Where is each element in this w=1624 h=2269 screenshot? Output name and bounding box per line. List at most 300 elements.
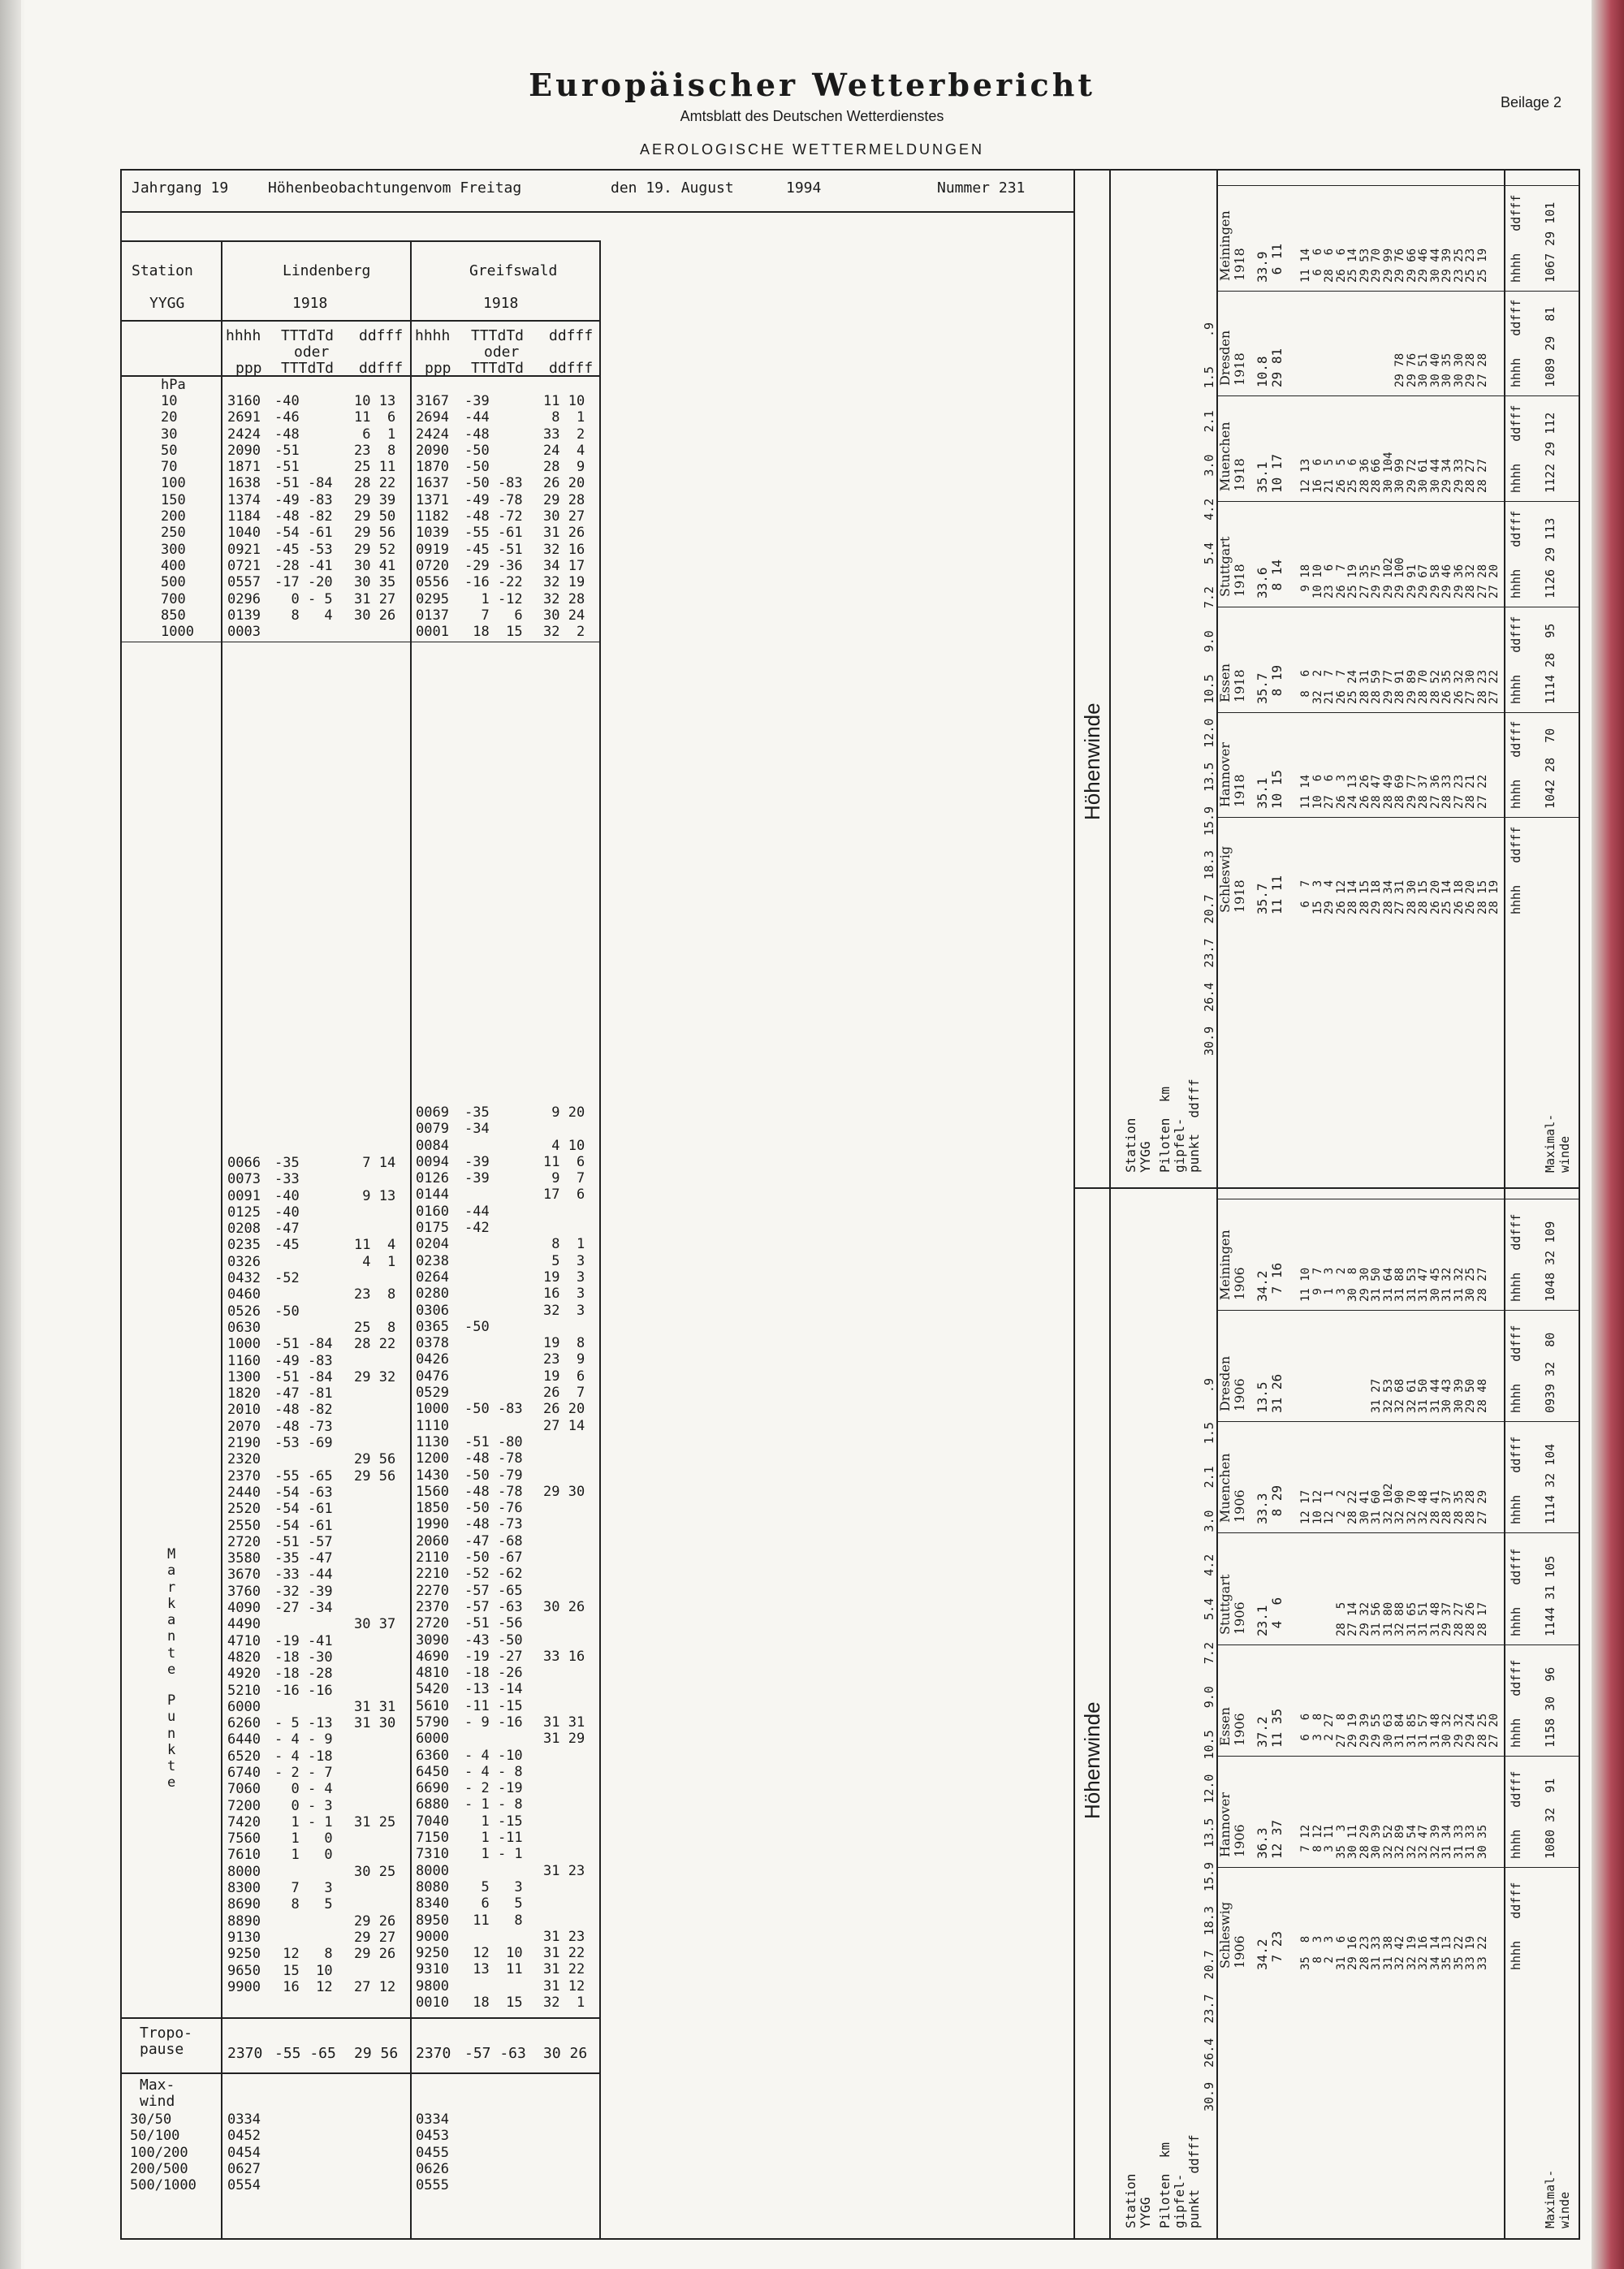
upper-wind-stuttgart-1: 10 10	[1311, 564, 1324, 599]
lower-hdr-essen: hhhh ddfff	[1509, 1659, 1523, 1748]
upper-wind-schleswig-0: 6 7	[1299, 880, 1312, 914]
upper-gipfel-essen: 35.7 8 19	[1255, 664, 1285, 704]
lower-band-rule-1	[1216, 1756, 1580, 1757]
lind-tropo-hhhh: 2370	[227, 2045, 263, 2062]
lower-gipfel-hannover: 36.3 12 37	[1255, 1819, 1285, 1859]
upper-wind-hannover-5: 26 26	[1358, 775, 1371, 810]
lower-max-essen: 1158 30 96	[1543, 1666, 1557, 1748]
markante-label: M a r k a n t e	[167, 1546, 176, 1679]
upper-wind-dresden-9: 29 76	[1405, 353, 1419, 388]
lower-wind-hannover-9: 32 54	[1405, 1824, 1419, 1859]
lower-max-meiningen: 1048 32 109	[1543, 1221, 1557, 1303]
lower-wind-dresden-9: 32 61	[1405, 1379, 1419, 1414]
upper-wind-hannover-8: 28 69	[1393, 775, 1406, 810]
lower-band-rule-5	[1216, 1310, 1580, 1311]
upper-wind-muenchen-7: 30 104	[1381, 452, 1395, 494]
lower-wind-muenchen-12: 28 37	[1440, 1490, 1453, 1525]
upper-wind-schleswig-12: 25 14	[1440, 880, 1453, 914]
upper-wind-essen-14: 27 30	[1464, 669, 1477, 704]
lower-wind-dresden-7: 32 53	[1381, 1379, 1395, 1414]
station-lindenberg: Lindenberg	[283, 262, 371, 279]
station-lindenberg-time: 1918	[292, 295, 328, 312]
col-ppp-2: ppp	[425, 360, 451, 377]
lower-wind-hannover-12: 31 34	[1440, 1824, 1453, 1859]
page-subtitle: Amtsblatt des Deutschen Wetterdienstes	[680, 108, 944, 124]
upper-wind-hannover-3: 26 3	[1334, 775, 1348, 810]
lower-wind-schleswig-3: 31 6	[1334, 1935, 1348, 1970]
col-tt-2b: oder	[484, 344, 520, 361]
upper-wind-muenchen-15: 28 27	[1475, 458, 1489, 494]
std-levels: 10 20 30 50 70 100 150 200 250 300 400 500 700 850 1000	[161, 393, 194, 641]
lower-maxwinde-label: Maximal- winde	[1543, 2169, 1572, 2228]
lower-station-essen: Essen 1906	[1217, 1706, 1247, 1746]
upper-wind-stuttgart-0: 9 18	[1299, 564, 1312, 599]
upper-wind-essen-9: 29 89	[1405, 669, 1419, 704]
upper-wind-muenchen-1: 16 6	[1311, 458, 1324, 494]
upper-hdr-meiningen: hhhh ddfff	[1509, 194, 1523, 283]
upper-wind-essen-4: 25 24	[1346, 669, 1359, 704]
lower-wind-meiningen-15: 28 27	[1475, 1267, 1489, 1303]
lower-wind-hannover-10: 32 47	[1417, 1824, 1430, 1859]
upper-wind-muenchen-5: 28 36	[1358, 458, 1371, 494]
upper-wind-stuttgart-2: 23 6	[1323, 564, 1336, 599]
lower-wind-essen-12: 30 32	[1440, 1713, 1453, 1748]
upper-wind-muenchen-9: 29 72	[1405, 458, 1419, 494]
lower-max-muenchen: 1114 32 104	[1543, 1444, 1557, 1525]
lower-max-dresden: 0939 32 80	[1543, 1332, 1557, 1414]
upper-wind-hannover-12: 28 33	[1440, 775, 1453, 810]
upper-wind-essen-0: 8 6	[1299, 669, 1312, 704]
upper-station-meiningen: Meiningen 1918	[1217, 210, 1247, 281]
greif-mk-dd: 9 20 4 10 11 6 9 7 17 6 8 1 5 3 19 3 16 3 32 3 19 8 23 9 19 6 26 7 26 20 27 14 29 30 30 26 33 16 31 31 31 29 31 23 31 23 31 22 31 22 31 12 32 1	[543, 1104, 585, 2012]
upper-max-essen: 1114 28 95	[1543, 623, 1557, 704]
vrule-2	[410, 240, 412, 2240]
upper-wind-meiningen-11: 30 44	[1428, 248, 1442, 283]
upper-hdr-dresden: hhhh ddfff	[1509, 300, 1523, 388]
lower-wind-schleswig-6: 31 33	[1370, 1935, 1383, 1970]
upper-wind-essen-6: 28 59	[1370, 669, 1383, 704]
lower-wind-schleswig-8: 32 42	[1393, 1935, 1406, 1970]
upper-wind-meiningen-10: 29 46	[1417, 248, 1430, 283]
lower-hdr-meiningen: hhhh ddfff	[1509, 1213, 1523, 1303]
upper-station-dresden: Dresden 1918	[1217, 331, 1247, 387]
lower-wind-muenchen-0: 12 17	[1299, 1490, 1312, 1525]
upper-wind-muenchen-13: 29 33	[1452, 458, 1466, 494]
col-hhhh-1: hhhh	[226, 327, 261, 344]
lower-wind-meiningen-10: 31 47	[1417, 1267, 1430, 1303]
lower-gipfel-schleswig: 34.2 7 23	[1255, 1930, 1285, 1970]
lower-wind-muenchen-1: 10 12	[1311, 1490, 1324, 1525]
upper-wind-essen-3: 26 7	[1334, 669, 1348, 704]
lower-station-muenchen: Muenchen 1906	[1217, 1453, 1247, 1523]
upper-wind-dresden-13: 30 30	[1452, 353, 1466, 388]
rule-maxwind-start	[120, 2072, 599, 2074]
lower-wind-stuttgart-15: 28 17	[1475, 1601, 1489, 1636]
upper-wind-stuttgart-11: 29 58	[1428, 564, 1442, 599]
upper-wind-essen-16: 27 22	[1488, 669, 1501, 704]
lind-mk-hhhh: 0066 0073 0091 0125 0208 0235 0326 0432 0460 0526 0630 1000 1160 1300 1820 2010 2070 2190 2320 2370 2440 2520 2550 2720 3580 3670 3760 4090 4490 4710 4820 4920 5210 6000 6260 6440 6520 6740 7060 7200 7420 7560 7610 8000 8300 8690 8890 9130 9250 9650 9900	[227, 1155, 261, 1995]
tropo-label: Tropo- pause	[140, 2025, 193, 2058]
lower-wind-dresden-14: 29 50	[1464, 1379, 1477, 1414]
upper-wind-schleswig-8: 27 31	[1393, 880, 1406, 914]
upper-wind-muenchen-14: 28 27	[1464, 458, 1477, 494]
upper-wind-schleswig-4: 28 14	[1346, 880, 1359, 914]
upper-wind-stuttgart-14: 28 32	[1464, 564, 1477, 599]
yygg-label: YYGG	[149, 295, 185, 312]
lower-wind-essen-13: 29 32	[1452, 1713, 1466, 1748]
lind-shear: 0334 0452 0454 0627 0554	[227, 2111, 261, 2194]
upper-gipfel-meiningen: 33.9 6 11	[1255, 243, 1285, 283]
lower-wind-muenchen-3: 2 2	[1334, 1490, 1348, 1525]
lower-wind-schleswig-9: 32 19	[1405, 1935, 1419, 1970]
left-table-frame	[120, 169, 1075, 2240]
beilage-label: Beilage 2	[1501, 94, 1562, 110]
upper-wind-meiningen-4: 25 14	[1346, 248, 1359, 283]
lower-wind-hannover-1: 8 12	[1311, 1824, 1324, 1859]
hpa-label: hPa	[161, 377, 186, 393]
lower-gipfel-muenchen: 33.3 8 29	[1255, 1485, 1285, 1525]
upper-wind-meiningen-14: 25 23	[1464, 248, 1477, 283]
lower-wind-schleswig-4: 29 16	[1346, 1935, 1359, 1970]
lower-wind-schleswig-1: 8 3	[1311, 1935, 1324, 1970]
lower-wind-hannover-5: 28 29	[1358, 1824, 1371, 1859]
col-tt-2a: TTTdTd	[471, 327, 525, 344]
lower-wind-hannover-3: 35 3	[1334, 1824, 1348, 1859]
lower-wind-essen-6: 29 55	[1370, 1713, 1383, 1748]
lower-band-rule-0	[1216, 1867, 1580, 1868]
greif-mk-tt: -35 -34 -39 -39 -44 -42 -50 -50 -83 -51 -80 -48 -78 -50 -79 -48 -78 -50 -76 -48 -73 -47 -68 -50 -67 -52 -62 -57 -65 -57 -63 -51 -56 -43 -50 -19 -27 -18 -26 -13 -14 -11 -15 - 9 -16 - 4 -10 - 4 - 8 - 2 -19 - 1 - 8 1 -15 1 -11 1 - 1 5 3 6 5 11 8 12 10 13 11 18 15	[464, 1104, 523, 2012]
right-col-gipfel-end	[1504, 169, 1505, 2240]
upper-wind-hannover-1: 10 6	[1311, 775, 1324, 810]
upper-km-levels: 30.9 26.4 23.7 20.7 18.3 15.9 13.5 12.0 10.5 9.0 7.2 5.4 4.2 3.0 2.1 1.5 .9	[1202, 322, 1216, 1056]
lower-gipfel-meiningen: 34.2 7 16	[1255, 1262, 1285, 1303]
upper-wind-schleswig-11: 26 20	[1428, 880, 1442, 914]
lower-wind-muenchen-4: 28 22	[1346, 1490, 1359, 1525]
lower-wind-stuttgart-4: 27 14	[1346, 1601, 1359, 1636]
lower-wind-dresden-11: 31 44	[1428, 1379, 1442, 1414]
station-greifswald-time: 1918	[483, 295, 519, 312]
upper-wind-muenchen-10: 30 61	[1417, 458, 1430, 494]
lower-wind-meiningen-5: 29 30	[1358, 1267, 1371, 1303]
upper-wind-meiningen-13: 23 25	[1452, 248, 1466, 283]
lower-station-meiningen: Meiningen 1906	[1217, 1230, 1247, 1301]
lower-wind-essen-4: 29 19	[1346, 1713, 1359, 1748]
upper-wind-schleswig-1: 15 3	[1311, 880, 1324, 914]
lower-wind-meiningen-3: 3 2	[1334, 1267, 1348, 1303]
upper-wind-stuttgart-7: 29 102	[1381, 557, 1395, 599]
lower-wind-schleswig-2: 2 3	[1323, 1935, 1336, 1970]
upper-wind-hannover-4: 24 13	[1346, 775, 1359, 810]
lower-wind-dresden-10: 31 50	[1417, 1379, 1430, 1414]
lind-std-dd: 10 13 11 6 6 1 23 8 25 11 28 22 29 39 29 50 29 56 29 52 30 41 30 35 31 27 30 26	[354, 393, 396, 624]
upper-wind-hannover-15: 27 22	[1475, 775, 1489, 810]
lower-wind-muenchen-14: 28 28	[1464, 1490, 1477, 1525]
lower-wind-essen-7: 30 63	[1381, 1713, 1395, 1748]
lower-station-schleswig: Schleswig 1906	[1217, 1901, 1247, 1969]
lower-wind-meiningen-14: 30 25	[1464, 1267, 1477, 1303]
lower-hdr-stuttgart: hhhh ddfff	[1509, 1548, 1523, 1636]
col-dd-1a: ddfff	[359, 327, 404, 344]
upper-wind-essen-1: 32 2	[1311, 669, 1324, 704]
lower-wind-schleswig-5: 28 23	[1358, 1935, 1371, 1970]
lower-wind-muenchen-5: 30 41	[1358, 1490, 1371, 1525]
upper-hdr-stuttgart: hhhh ddfff	[1509, 510, 1523, 599]
col-ppp-1: ppp	[235, 360, 262, 377]
col-dd-2a: ddfff	[549, 327, 594, 344]
upper-wind-meiningen-5: 29 53	[1358, 248, 1371, 283]
upper-wind-meiningen-2: 28 6	[1323, 248, 1336, 283]
upper-wind-muenchen-12: 29 34	[1440, 458, 1453, 494]
lower-wind-essen-15: 28 25	[1475, 1713, 1489, 1748]
lower-wind-muenchen-7: 32 102	[1381, 1483, 1395, 1525]
lower-wind-meiningen-6: 31 50	[1370, 1267, 1383, 1303]
upper-wind-schleswig-16: 28 19	[1488, 880, 1501, 914]
upper-wind-essen-12: 26 35	[1440, 669, 1453, 704]
lower-wind-essen-3: 27 8	[1334, 1713, 1348, 1748]
lower-wind-hannover-8: 32 89	[1393, 1824, 1406, 1859]
upper-station-essen: Essen 1918	[1217, 663, 1247, 702]
lower-wind-stuttgart-14: 28 26	[1464, 1601, 1477, 1636]
station-greifswald: Greifswald	[469, 262, 558, 279]
upper-wind-schleswig-3: 26 12	[1334, 880, 1348, 914]
upper-max-hannover: 1042 28 70	[1543, 728, 1557, 810]
upper-hdr-essen: hhhh ddfff	[1509, 616, 1523, 704]
rule-top-station	[120, 240, 599, 242]
lower-band-rule-4	[1216, 1421, 1580, 1422]
upper-station-hannover: Hannover 1918	[1217, 742, 1247, 808]
right-mid-rule	[1073, 1187, 1580, 1189]
upper-wind-stuttgart-4: 25 19	[1346, 564, 1359, 599]
greif-std-hhhh: 3167 2694 2424 2090 1870 1637 1371 1182 1039 0919 0720 0556 0295 0137 0001	[416, 393, 449, 641]
lower-wind-schleswig-0: 35 8	[1299, 1935, 1312, 1970]
lower-wind-essen-10: 31 57	[1417, 1713, 1430, 1748]
lower-wind-muenchen-11: 28 41	[1428, 1490, 1442, 1525]
lind-std-hhhh: 3160 2691 2424 2090 1871 1638 1374 1184 1040 0921 0721 0557 0296 0139 0003	[227, 393, 261, 641]
vrule-3	[599, 240, 601, 2240]
lower-wind-hannover-14: 31 33	[1464, 1824, 1477, 1859]
lind-tropo-tt: -55 -65	[274, 2045, 336, 2062]
lower-hdr-schleswig: hhhh ddfff	[1509, 1882, 1523, 1970]
lower-wind-stuttgart-5: 29 32	[1358, 1601, 1371, 1636]
upper-band-rule-4	[1216, 395, 1580, 396]
upper-wind-meiningen-12: 29 39	[1440, 248, 1453, 283]
lower-wind-muenchen-15: 27 29	[1475, 1490, 1489, 1525]
binding-spine	[0, 0, 21, 2269]
greif-std-dd: 11 10 8 1 33 2 24 4 28 9 26 20 29 28 30 27 31 26 32 16 34 17 32 19 32 28 30 24 32 2	[543, 393, 585, 641]
upper-wind-schleswig-9: 28 30	[1405, 880, 1419, 914]
upper-gipfel-schleswig: 35.7 11 11	[1255, 875, 1285, 914]
maxwind-label: Max- wind	[140, 2077, 175, 2110]
rule-tropo-start	[120, 2017, 599, 2019]
upper-wind-essen-15: 28 23	[1475, 669, 1489, 704]
upper-station-stuttgart: Stuttgart 1918	[1217, 536, 1247, 597]
lower-wind-meiningen-2: 1 3	[1323, 1267, 1336, 1303]
upper-wind-stuttgart-13: 29 36	[1452, 564, 1466, 599]
upper-wind-essen-11: 28 52	[1428, 669, 1442, 704]
obs-day: vom Freitag	[425, 179, 522, 197]
lower-wind-hannover-2: 3 11	[1323, 1824, 1336, 1859]
lower-wind-schleswig-11: 34 14	[1428, 1935, 1442, 1970]
lower-wind-essen-1: 3 8	[1311, 1713, 1324, 1748]
lower-wind-schleswig-10: 32 16	[1417, 1935, 1430, 1970]
upper-hdr-hannover: hhhh ddfff	[1509, 720, 1523, 810]
upper-wind-hannover-10: 28 37	[1417, 775, 1430, 810]
upper-wind-muenchen-11: 30 44	[1428, 458, 1442, 494]
lower-gipfel-essen: 37.2 11 35	[1255, 1708, 1285, 1748]
hoehenwinde-title-upper: Höhenwinde	[1080, 702, 1104, 820]
lower-station-hannover: Hannover 1906	[1217, 1791, 1247, 1857]
lower-wind-dresden-8: 32 68	[1393, 1379, 1406, 1414]
lower-wind-muenchen-8: 32 90	[1393, 1490, 1406, 1525]
upper-wind-meiningen-0: 11 14	[1299, 248, 1312, 283]
lower-wind-essen-0: 6 6	[1299, 1713, 1312, 1748]
upper-wind-hannover-14: 28 21	[1464, 775, 1477, 810]
lower-wind-essen-8: 31 84	[1393, 1713, 1406, 1748]
lower-wind-essen-2: 2 27	[1323, 1713, 1336, 1748]
upper-wind-meiningen-6: 29 70	[1370, 248, 1383, 283]
upper-wind-schleswig-2: 29 4	[1323, 880, 1336, 914]
lower-wind-stuttgart-7: 31 80	[1381, 1601, 1395, 1636]
upper-wind-muenchen-4: 25 6	[1346, 458, 1359, 494]
upper-wind-stuttgart-16: 27 20	[1488, 564, 1501, 599]
lower-gipfel-stuttgart: 23.1 4 6	[1255, 1597, 1285, 1636]
upper-wind-dresden-11: 30 40	[1428, 353, 1442, 388]
lower-hdr-dresden: hhhh ddfff	[1509, 1325, 1523, 1414]
upper-wind-meiningen-3: 26 6	[1334, 248, 1348, 283]
upper-station-schleswig: Schleswig 1918	[1217, 845, 1247, 913]
lower-gipfel-dresden: 13.5 31 26	[1255, 1374, 1285, 1414]
lower-wind-meiningen-9: 31 53	[1405, 1267, 1419, 1303]
section-title: AEROLOGISCHE WETTERMELDUNGEN	[639, 141, 985, 158]
upper-wind-stuttgart-9: 29 91	[1405, 564, 1419, 599]
upper-max-stuttgart: 1126 29 113	[1543, 517, 1557, 599]
upper-band-rule-6	[1216, 185, 1580, 186]
upper-wind-meiningen-9: 29 66	[1405, 248, 1419, 283]
upper-piloten-label: Piloten km gipfel- punkt ddfff	[1157, 1078, 1202, 1173]
upper-wind-stuttgart-8: 29 100	[1393, 557, 1406, 599]
lower-station-dresden: Dresden 1906	[1217, 1356, 1247, 1412]
col-tt-1b: oder	[294, 344, 330, 361]
upper-wind-schleswig-14: 26 20	[1464, 880, 1477, 914]
lower-wind-schleswig-12: 35 13	[1440, 1935, 1453, 1970]
upper-wind-stuttgart-5: 27 35	[1358, 564, 1371, 599]
upper-wind-meiningen-7: 29 99	[1381, 248, 1395, 283]
col-dd-1b: ddfff	[359, 360, 404, 377]
col-tt-1a: TTTdTd	[281, 327, 335, 344]
upper-wind-hannover-9: 29 77	[1405, 775, 1419, 810]
lower-wind-muenchen-9: 32 70	[1405, 1490, 1419, 1525]
lower-wind-stuttgart-8: 32 88	[1393, 1601, 1406, 1636]
lower-band-rule-2	[1216, 1644, 1580, 1645]
lower-wind-stuttgart-6: 31 56	[1370, 1601, 1383, 1636]
lower-wind-hannover-15: 30 35	[1475, 1824, 1489, 1859]
lind-std-tt: -40 -46 -48 -51 -51 -51 -84 -49 -83 -48 -82 -54 -61 -45 -53 -28 -41 -17 -20 0 - 5 8 4	[274, 393, 333, 624]
upper-wind-hannover-13: 27 23	[1452, 775, 1466, 810]
lower-wind-meiningen-8: 31 88	[1393, 1267, 1406, 1303]
greif-std-tt: -39 -44 -48 -50 -50 -50 -83 -49 -78 -48 -72 -55 -61 -45 -51 -29 -36 -16 -22 1 -12 7 6 18 15	[464, 393, 523, 641]
greif-mk-hhhh: 0069 0079 0084 0094 0126 0144 0160 0175 0204 0238 0264 0280 0306 0365 0378 0426 0476 0529 1000 1110 1130 1200 1430 1560 1850 1990 2060 2110 2210 2270 2370 2720 3090 4690 4810 5420 5610 5790 6000 6360 6450 6690 6880 7040 7150 7310 8000 8080 8340 8950 9000 9250 9310 9800 0010	[416, 1104, 449, 2012]
col-tt-2c: TTTdTd	[471, 360, 525, 377]
upper-wind-stuttgart-12: 29 46	[1440, 564, 1453, 599]
vrule-1	[221, 240, 222, 2240]
upper-wind-muenchen-3: 26 5	[1334, 458, 1348, 494]
lower-wind-hannover-7: 32 52	[1381, 1824, 1395, 1859]
upper-hdr-muenchen: hhhh ddfff	[1509, 404, 1523, 494]
lower-wind-dresden-6: 31 27	[1370, 1379, 1383, 1414]
upper-wind-hannover-6: 28 47	[1370, 775, 1383, 810]
upper-wind-stuttgart-6: 29 75	[1370, 564, 1383, 599]
obs-number: Nummer 231	[937, 179, 1026, 197]
upper-wind-schleswig-15: 28 15	[1475, 880, 1489, 914]
upper-wind-muenchen-8: 30 99	[1393, 458, 1406, 494]
upper-gipfel-stuttgart: 33.6 8 14	[1255, 559, 1285, 599]
lower-wind-meiningen-7: 31 64	[1381, 1267, 1395, 1303]
upper-wind-hannover-2: 27 6	[1323, 775, 1336, 810]
lower-wind-meiningen-12: 31 32	[1440, 1267, 1453, 1303]
lower-wind-dresden-15: 28 48	[1475, 1379, 1489, 1414]
upper-hdr-schleswig: hhhh ddfff	[1509, 826, 1523, 914]
obs-title: Höhenbeobachtungen	[268, 179, 427, 197]
lind-mk-dd: 7 14 9 13 11 4 4 1 23 8 25 8 28 22 29 32 29 56 29 56 30 37 31 31 31 30 31 25 30 25 29 26 29 27 29 26 27 12	[354, 1155, 396, 1995]
lower-max-hannover: 1080 32 91	[1543, 1778, 1557, 1859]
upper-wind-meiningen-1: 6 6	[1311, 248, 1324, 283]
lower-wind-hannover-11: 32 39	[1428, 1824, 1442, 1859]
upper-gipfel-dresden: 10.8 29 81	[1255, 348, 1285, 388]
upper-wind-essen-5: 28 31	[1358, 669, 1371, 704]
obs-year: 1994	[786, 179, 822, 197]
upper-band-rule-3	[1216, 501, 1580, 502]
upper-wind-schleswig-7: 28 34	[1381, 880, 1395, 914]
hoehenwinde-title-lower: Höhenwinde	[1080, 1701, 1104, 1819]
upper-wind-essen-8: 28 91	[1393, 669, 1406, 704]
lower-wind-muenchen-13: 28 35	[1452, 1490, 1466, 1525]
upper-gipfel-muenchen: 35.1 10 17	[1255, 453, 1285, 494]
lower-wind-hannover-4: 30 11	[1346, 1824, 1359, 1859]
right-title-rule	[1109, 169, 1111, 2240]
upper-wind-dresden-14: 29 28	[1464, 353, 1477, 388]
upper-wind-stuttgart-15: 27 28	[1475, 564, 1489, 599]
lower-wind-meiningen-0: 11 10	[1299, 1267, 1312, 1303]
shear-levels: 30/50 50/100 100/200 200/500 500/1000	[130, 2111, 197, 2194]
lower-wind-meiningen-1: 9 7	[1311, 1267, 1324, 1303]
lower-wind-meiningen-13: 31 32	[1452, 1267, 1466, 1303]
lower-hdr-hannover: hhhh ddfff	[1509, 1770, 1523, 1859]
lower-wind-stuttgart-10: 31 51	[1417, 1601, 1430, 1636]
lower-wind-muenchen-6: 31 60	[1370, 1490, 1383, 1525]
lower-wind-stuttgart-13: 28 27	[1452, 1601, 1466, 1636]
upper-wind-stuttgart-10: 29 67	[1417, 564, 1430, 599]
lower-wind-essen-14: 29 24	[1464, 1713, 1477, 1748]
lower-station-label: Station YYGG	[1123, 2173, 1153, 2228]
upper-wind-dresden-8: 29 78	[1393, 353, 1406, 388]
lower-wind-schleswig-7: 31 38	[1381, 1935, 1395, 1970]
lower-wind-stuttgart-3: 28 5	[1334, 1601, 1348, 1636]
page-edge	[1592, 0, 1624, 2269]
lower-wind-essen-11: 31 48	[1428, 1713, 1442, 1748]
lind-mk-tt: -35 -33 -40 -40 -47 -45 -52 -50 -51 -84 -49 -83 -51 -84 -47 -81 -48 -82 -48 -73 -53 -69 -55 -65 -54 -63 -54 -61 -54 -61 -51 -57 -35 -47 -33 -44 -32 -39 -27 -34 -19 -41 -18 -30 -18 -28 -16 -16 - 5 -13 - 4 - 9 - 4 -18 - 2 - 7 0 - 4 0 - 3 1 - 1 1 0 1 0 7 3 8 5 12 8 15 10 16 12	[274, 1155, 333, 1995]
upper-wind-essen-7: 29 77	[1381, 669, 1395, 704]
upper-wind-schleswig-10: 28 15	[1417, 880, 1430, 914]
upper-max-muenchen: 1122 29 112	[1543, 412, 1557, 494]
upper-wind-meiningen-15: 25 19	[1475, 248, 1489, 283]
upper-wind-schleswig-13: 26 18	[1452, 880, 1466, 914]
lower-wind-essen-5: 29 39	[1358, 1713, 1371, 1748]
rule-data-start	[120, 375, 599, 377]
upper-station-muenchen: Muenchen 1918	[1217, 421, 1247, 492]
upper-station-label: Station YYGG	[1123, 1117, 1153, 1173]
upper-wind-essen-10: 28 70	[1417, 669, 1430, 704]
greif-shear: 0334 0453 0455 0626 0555	[416, 2111, 449, 2194]
